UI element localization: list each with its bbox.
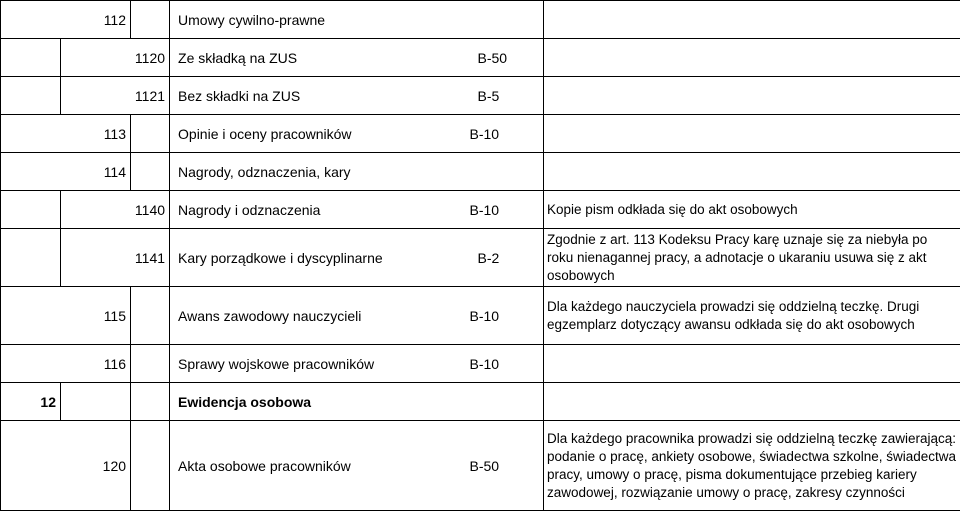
row-remarks: Kopie pism odkłada się do akt osobowych bbox=[544, 191, 960, 229]
row-name: Ewidencja osobowa bbox=[170, 383, 544, 421]
row-code: 12 bbox=[1, 383, 61, 421]
row-remarks bbox=[544, 39, 960, 77]
row-remarks: Dla każdego pracownika prowadzi się oddzielną teczkę zawierającą: podanie o pracę, ankiety osobowe, świadectwa szkolne, świadectwa pracy, umowy o pracę, pisma dokumentujące przebieg kariery zawodowej, rozwiązanie umowy o pracę, zakresy czynności bbox=[544, 421, 960, 511]
row-remarks bbox=[544, 345, 960, 383]
row-code: 1140 bbox=[61, 191, 170, 229]
row-category: B-50 bbox=[478, 50, 508, 66]
row-code: 1121 bbox=[61, 77, 170, 115]
row-code: 115 bbox=[1, 287, 131, 345]
row-remarks bbox=[544, 383, 960, 421]
table-row bbox=[1, 287, 960, 345]
table-row bbox=[1, 421, 960, 511]
row-remarks bbox=[544, 1, 960, 39]
row-remarks: Dla każdego nauczyciela prowadzi się oddzielną teczkę. Drugi egzemplarz dotyczący awansu odkłada się do akt osobowych bbox=[544, 287, 960, 345]
row-code: 112 bbox=[1, 1, 131, 39]
row-name: Sprawy wojskowe pracowników bbox=[178, 355, 504, 373]
row-name: Umowy cywilno-prawne bbox=[170, 1, 544, 39]
row-category: B-5 bbox=[478, 88, 500, 104]
row-remarks bbox=[544, 153, 960, 191]
row-name: Akta osobowe pracowników bbox=[178, 457, 504, 475]
row-name: Nagrody i odznaczenia bbox=[178, 201, 504, 219]
row-category: B-10 bbox=[470, 202, 500, 218]
table-row bbox=[1, 191, 960, 229]
table-row bbox=[1, 39, 960, 77]
row-name: Awans zawodowy nauczycieli bbox=[178, 307, 504, 325]
row-category: B-2 bbox=[478, 250, 500, 266]
row-remarks bbox=[544, 77, 960, 115]
table-row bbox=[1, 345, 960, 383]
table-row bbox=[1, 77, 960, 115]
row-remarks: Zgodnie z art. 113 Kodeksu Pracy karę uznaje się za niebyła po roku nienagannej pracy, a adnotacje o ukaraniu usuwa się z akt osobowych bbox=[544, 229, 960, 287]
row-code: 113 bbox=[1, 115, 131, 153]
row-name: Kary porządkowe i dyscyplinarne bbox=[178, 249, 504, 267]
row-code: 1141 bbox=[61, 229, 170, 287]
table-row bbox=[1, 1, 960, 39]
table-row bbox=[1, 229, 960, 287]
table-row bbox=[1, 383, 960, 421]
row-code: 1120 bbox=[61, 39, 170, 77]
row-code: 116 bbox=[1, 345, 131, 383]
row-code: 114 bbox=[1, 153, 131, 191]
row-name: Bez składki na ZUS bbox=[178, 87, 504, 105]
row-name: Nagrody, odznaczenia, kary bbox=[170, 153, 544, 191]
row-category: B-50 bbox=[470, 458, 500, 474]
row-category: B-10 bbox=[470, 308, 500, 324]
row-remarks bbox=[544, 115, 960, 153]
table-row bbox=[1, 153, 960, 191]
row-category: B-10 bbox=[470, 126, 500, 142]
row-name: Opinie i oceny pracowników bbox=[178, 125, 504, 143]
row-code: 120 bbox=[1, 421, 131, 511]
row-category: B-10 bbox=[470, 356, 500, 372]
row-name: Ze składką na ZUS bbox=[178, 49, 504, 67]
table-row bbox=[1, 115, 960, 153]
